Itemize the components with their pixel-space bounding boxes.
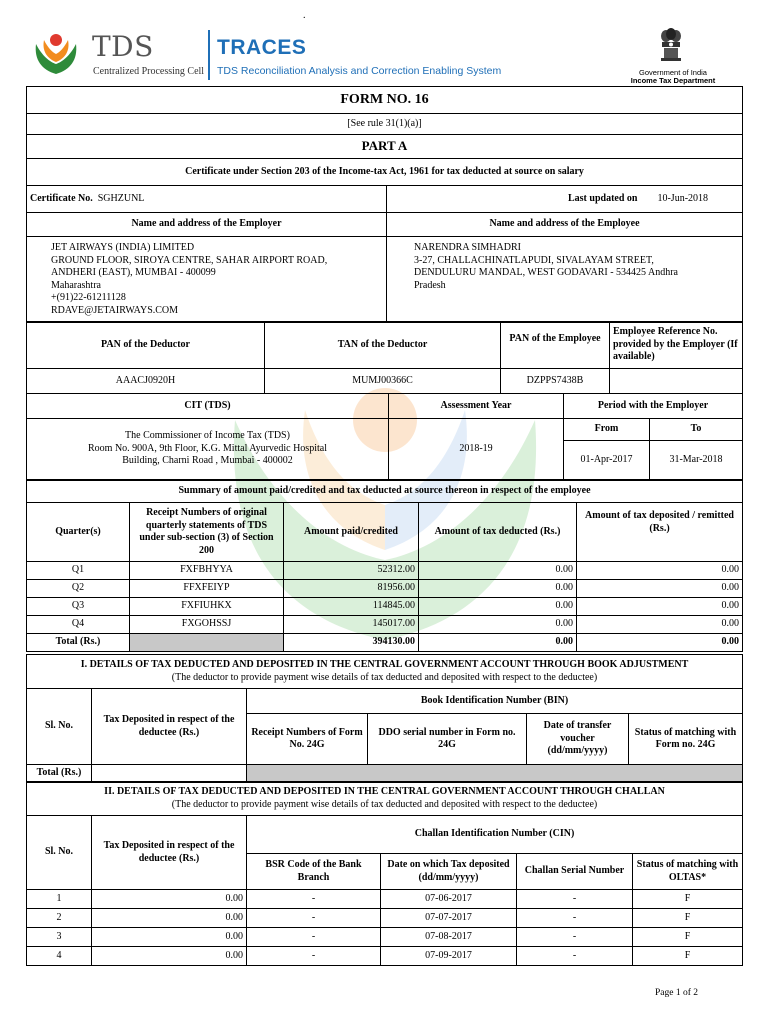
table-row <box>27 562 743 580</box>
receipt-cell: FXGOHSSJ <box>130 616 284 634</box>
col-receipt-24g: Receipt Numbers of Form No. 24G <box>247 714 368 765</box>
challan-heading-cell <box>27 782 743 816</box>
quarter-cell: Q2 <box>27 580 130 598</box>
total-label: Total (Rs.) <box>27 765 92 783</box>
tds-subtitle: Centralized Processing Cell <box>93 66 205 77</box>
cit-table <box>26 393 743 480</box>
table-row <box>27 616 743 634</box>
ids-table <box>26 321 743 394</box>
col-deposit-date: Date on which Tax deposited (dd/mm/yyyy) <box>381 854 517 890</box>
quarter-cell: Q4 <box>27 616 130 634</box>
challan-table <box>26 781 743 966</box>
serial-cell: - <box>517 928 633 947</box>
deducted-cell: 0.00 <box>419 616 577 634</box>
book-subheading: (The deductor to provide payment wise details of tax deducted and deposited with respect to the deductee) <box>171 671 598 683</box>
col-ddo-serial: DDO serial number in Form no. 24G <box>368 714 527 765</box>
employee-heading: Name and address of the Employee <box>387 213 743 237</box>
sl-cell: 3 <box>27 928 92 947</box>
cert-no-value: SGHZUNL <box>97 192 145 204</box>
sl-cell: 4 <box>27 947 92 966</box>
col-status-24g: Status of matching with Form no. 24G <box>629 714 743 765</box>
last-updated-value: 10-Jun-2018 <box>657 192 709 204</box>
total-deposited: 0.00 <box>577 634 743 652</box>
total-amount: 394130.00 <box>284 634 419 652</box>
amount-cell: 114845.00 <box>284 598 419 616</box>
status-cell: F <box>633 947 743 966</box>
part-title: PART A <box>27 135 743 159</box>
tan-deductor-value: MUMJ00366C <box>265 369 501 394</box>
deducted-cell: 0.00 <box>419 562 577 580</box>
col-amount: Amount paid/credited <box>284 503 419 562</box>
receipt-cell: FXFBHYYA <box>130 562 284 580</box>
employee-line: NARENDRA SIMHADRI <box>414 242 521 253</box>
cit-label: CIT (TDS) <box>27 394 389 419</box>
assessment-year-value: 2018-19 <box>389 419 564 480</box>
last-updated-label: Last updated on <box>568 192 638 204</box>
tds-logo-icon <box>32 30 80 76</box>
serial-cell: - <box>517 890 633 909</box>
sl-cell: 1 <box>27 890 92 909</box>
book-heading-cell <box>27 655 743 689</box>
header-dot: . <box>303 10 306 21</box>
receipt-cell: FFXFEIYP <box>130 580 284 598</box>
table-row <box>27 890 743 909</box>
summary-heading: Summary of amount paid/credited and tax deducted at source thereon in respect of the employee <box>27 481 743 503</box>
page-number: Page 1 of 2 <box>655 988 699 998</box>
bsr-cell: - <box>247 890 381 909</box>
col-oltas-status: Status of matching with OLTAS* <box>633 854 743 890</box>
book-heading: I. DETAILS OF TAX DEDUCTED AND DEPOSITED IN THE CENTRAL GOVERNMENT ACCOUNT THROUGH BOOK ADJUSTMENT <box>80 659 689 670</box>
col-quarter: Quarter(s) <box>27 503 130 562</box>
table-row <box>27 580 743 598</box>
header-divider <box>208 30 210 80</box>
col-challan-serial: Challan Serial Number <box>517 854 633 890</box>
deposited-cell: 0.00 <box>577 580 743 598</box>
deposited-cell: 0.00 <box>577 562 743 580</box>
employer-line: GROUND FLOOR, SIROYA CENTRE, SAHAR AIRPORT ROAD, <box>51 254 328 266</box>
total-value <box>92 765 247 783</box>
employer-line: JET AIRWAYS (INDIA) LIMITED <box>51 242 195 253</box>
deposited-cell: 0.00 <box>577 598 743 616</box>
employer-line: Maharashtra <box>51 279 101 291</box>
serial-cell: - <box>517 909 633 928</box>
deducted-cell: 0.00 <box>419 580 577 598</box>
pan-employee-value: DZPPS7438B <box>501 369 610 394</box>
cit-line: The Commissioner of Income Tax (TDS) <box>125 430 290 442</box>
tax-cell: 0.00 <box>92 890 247 909</box>
tax-cell: 0.00 <box>92 947 247 966</box>
bin-heading: Book Identification Number (BIN) <box>247 689 743 714</box>
table-row <box>27 947 743 966</box>
cit-line: Room No. 900A, 9th Floor, K.G. Mittal Ayurvedic Hospital <box>88 442 327 454</box>
cit-line: Building, Charni Road , Mumbai - 400002 <box>122 455 293 467</box>
col-tax-deposited: Tax Deposited in respect of the deductee (Rs.) <box>92 689 247 765</box>
quarter-cell: Q1 <box>27 562 130 580</box>
col-slno: Sl. No. <box>27 816 92 890</box>
cert-no-label: Certificate No. <box>30 192 93 204</box>
tax-cell: 0.00 <box>92 928 247 947</box>
form-title: FORM NO. 16 <box>27 87 743 114</box>
date-cell: 07-08-2017 <box>381 928 517 947</box>
book-adjustment-table <box>26 654 743 783</box>
date-cell: 07-09-2017 <box>381 947 517 966</box>
table-row <box>27 928 743 947</box>
col-slno: Sl. No. <box>27 689 92 765</box>
title-table <box>26 86 743 323</box>
bsr-cell: - <box>247 947 381 966</box>
cit-address <box>27 419 389 480</box>
last-updated-cell <box>387 186 743 213</box>
grey-cell <box>247 765 743 783</box>
from-value: 01-Apr-2017 <box>564 441 650 480</box>
total-deducted: 0.00 <box>419 634 577 652</box>
employee-address <box>387 237 743 323</box>
employer-heading: Name and address of the Employer <box>27 213 387 237</box>
traces-subtitle: TDS Reconciliation Analysis and Correction Enabling System <box>217 65 502 77</box>
status-cell: F <box>633 928 743 947</box>
challan-heading: II. DETAILS OF TAX DEDUCTED AND DEPOSITED IN THE CENTRAL GOVERNMENT ACCOUNT THROUGH CHALLAN <box>104 786 665 797</box>
to-value: 31-Mar-2018 <box>650 441 743 480</box>
cin-heading: Challan Identification Number (CIN) <box>247 816 743 854</box>
summary-table <box>26 480 743 652</box>
employee-line: 3-27, CHALLACHINATLAPUDI, SIVALAYAM STREET, <box>414 254 654 266</box>
sl-cell: 2 <box>27 909 92 928</box>
table-row <box>27 598 743 616</box>
pan-deductor-label: PAN of the Deductor <box>27 322 265 369</box>
tan-deductor-label: TAN of the Deductor <box>265 322 501 369</box>
emp-ref-value <box>610 369 743 394</box>
serial-cell: - <box>517 947 633 966</box>
col-bsr-code: BSR Code of the Bank Branch <box>247 854 381 890</box>
period-label: Period with the Employer <box>564 394 743 419</box>
col-tax-deposited: Tax Deposited in respect of the deductee (Rs.) <box>92 816 247 890</box>
bsr-cell: - <box>247 928 381 947</box>
receipt-cell: FXFIUHKX <box>130 598 284 616</box>
employer-line: +(91)22-61211128 <box>51 292 126 303</box>
certificate-heading: Certificate under Section 203 of the Income-tax Act, 1961 for tax deducted at source on salary <box>27 159 743 186</box>
traces-title: TRACES <box>217 36 307 59</box>
amount-cell: 52312.00 <box>284 562 419 580</box>
gov-line1: Government of India <box>639 68 707 77</box>
deposited-cell: 0.00 <box>577 616 743 634</box>
form-rule: [See rule 31(1)(a)] <box>27 114 743 135</box>
total-row <box>27 634 743 652</box>
page-header <box>0 0 768 86</box>
total-label: Total (Rs.) <box>27 634 130 652</box>
tds-title: TDS <box>92 30 154 63</box>
amount-cell: 81956.00 <box>284 580 419 598</box>
table-row <box>27 909 743 928</box>
challan-subheading: (The deductor to provide payment wise details of tax deducted and deposited with respect to the deductee) <box>171 798 598 810</box>
date-cell: 07-07-2017 <box>381 909 517 928</box>
employee-line: DENDULURU MANDAL, WEST GODAVARI - 534425 Andhra <box>414 267 678 278</box>
col-tax-deducted: Amount of tax deducted (Rs.) <box>419 503 577 562</box>
col-receipt: Receipt Numbers of original quarterly statements of TDS under sub-section (3) of Section 200 <box>130 503 284 562</box>
employer-line: ANDHERI (EAST), MUMBAI - 400099 <box>51 267 216 278</box>
status-cell: F <box>633 909 743 928</box>
col-tax-deposited: Amount of tax deposited / remitted (Rs.) <box>577 503 743 562</box>
from-label: From <box>564 419 650 441</box>
total-row <box>27 765 743 783</box>
col-transfer-date: Date of transfer voucher (dd/mm/yyyy) <box>527 714 629 765</box>
grey-cell <box>130 634 284 652</box>
date-cell: 07-06-2017 <box>381 890 517 909</box>
assessment-year-label: Assessment Year <box>389 394 564 419</box>
status-cell: F <box>633 890 743 909</box>
pan-deductor-value: AAACJ0920H <box>27 369 265 394</box>
national-emblem-icon <box>657 27 685 63</box>
employer-line: RDAVE@JETAIRWAYS.COM <box>51 304 179 316</box>
bsr-cell: - <box>247 909 381 928</box>
quarter-cell: Q3 <box>27 598 130 616</box>
certificate-number-cell <box>27 186 387 213</box>
gov-line2: Income Tax Department <box>630 76 716 85</box>
employee-line: Pradesh <box>414 279 446 291</box>
employer-address <box>27 237 387 323</box>
deducted-cell: 0.00 <box>419 598 577 616</box>
amount-cell: 145017.00 <box>284 616 419 634</box>
to-label: To <box>650 419 743 441</box>
emp-ref-label: Employee Reference No. provided by the Employer (If available) <box>610 322 743 369</box>
tax-cell: 0.00 <box>92 909 247 928</box>
pan-employee-label: PAN of the Employee <box>501 322 610 369</box>
